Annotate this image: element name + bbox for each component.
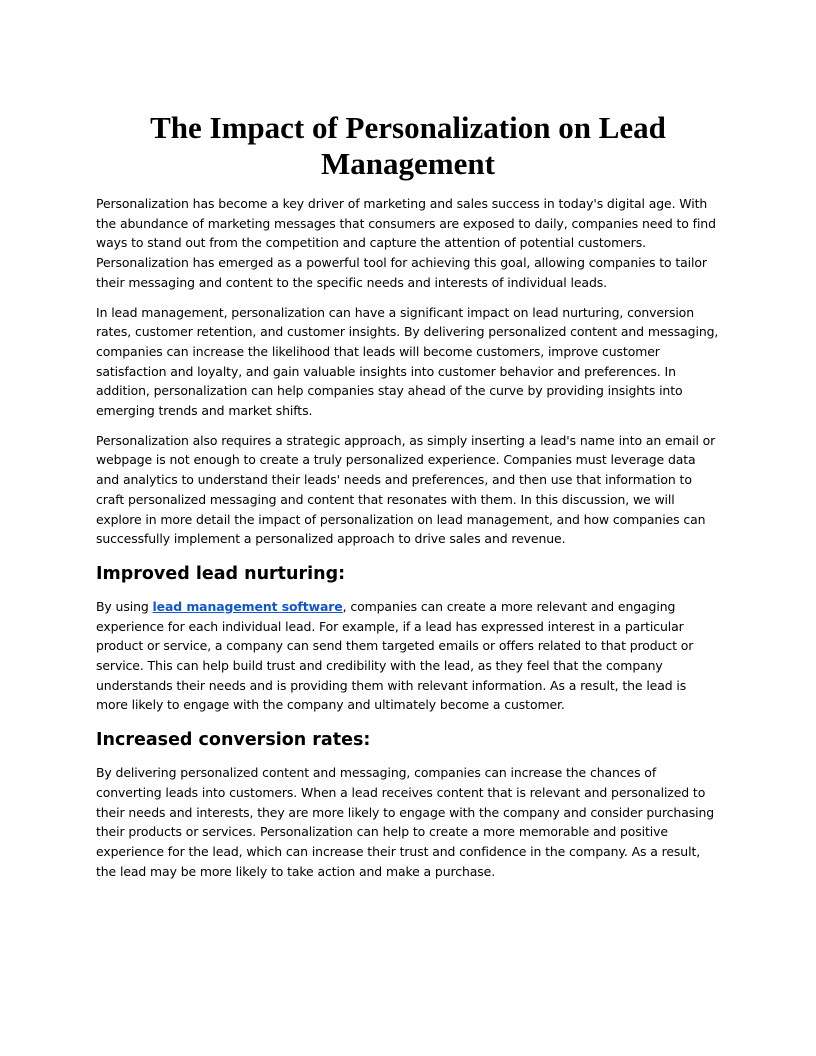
intro-paragraph-3: Personalization also requires a strategic approach, as simply inserting a lead's name into an email or webpage is not enough to create a truly personalized experience. Companies must leverage data and analytics to understand their leads' needs and preferences, and then use that information to craft personalized messaging and content that resonates with them. In this discussion, we will explore in more detail the impact of personalization on lead management, and how companies can successfully implement a personalized approach to drive sales and revenue. (96, 432, 716, 547)
section-heading-conversion-rates: Increased conversion rates: (96, 730, 371, 751)
lead-nurturing-text-before-link: By using (96, 598, 153, 614)
section-heading-lead-nurturing: Improved lead nurturing: (96, 563, 346, 584)
conversion-rates-paragraph: By delivering personalized content and messaging, companies can increase the chances of converting leads into customers. When a lead receives content that is relevant and personalized to their needs and interests, they are more likely to engage with the company and consider purchasing their products or services. Personalization can help to create a more memorable and positive experience for the lead, which can increase their trust and confidence in the company. As a result, the lead may be more likely to take action and make a purchase. (96, 765, 715, 879)
document-page (96, 110, 720, 891)
lead-management-software-link[interactable]: lead management software (152, 598, 343, 614)
lead-nurturing-paragraph (96, 597, 720, 715)
document-title: The Impact of Personalization on Lead Management (150, 110, 666, 181)
intro-paragraph-2: In lead management, personalization can have a significant impact on lead nurturing, conversion rates, customer retention, and customer insights. By delivering personalized content and messaging, companies can increase the likelihood that leads will become customers, improve customer satisfaction and loyalty, and gain valuable insights into customer behavior and preferences. In addition, personalization can help companies stay ahead of the curve by providing insights into emerging trends and market shifts. (96, 304, 719, 419)
intro-paragraph-1: Personalization has become a key driver of marketing and sales success in today's digital age. With the abundance of marketing messages that consumers are exposed to daily, companies need to find ways to stand out from the competition and capture the attention of potential customers. Personalization has emerged as a powerful tool for achieving this goal, allowing companies to tailor their messaging and content to the specific needs and interests of individual leads. (96, 196, 716, 290)
lead-nurturing-text-after-link: , companies can create a more relevant and engaging experience for each individual lead. For example, if a lead has expressed interest in a particular product or service, a company can send them targeted emails or offers related to that product or service. This can help build trust and credibility with the lead, as they feel that the company understands their needs and is providing them with relevant information. As a result, the lead is more likely to engage with the company and ultimately become a customer. (96, 598, 694, 713)
